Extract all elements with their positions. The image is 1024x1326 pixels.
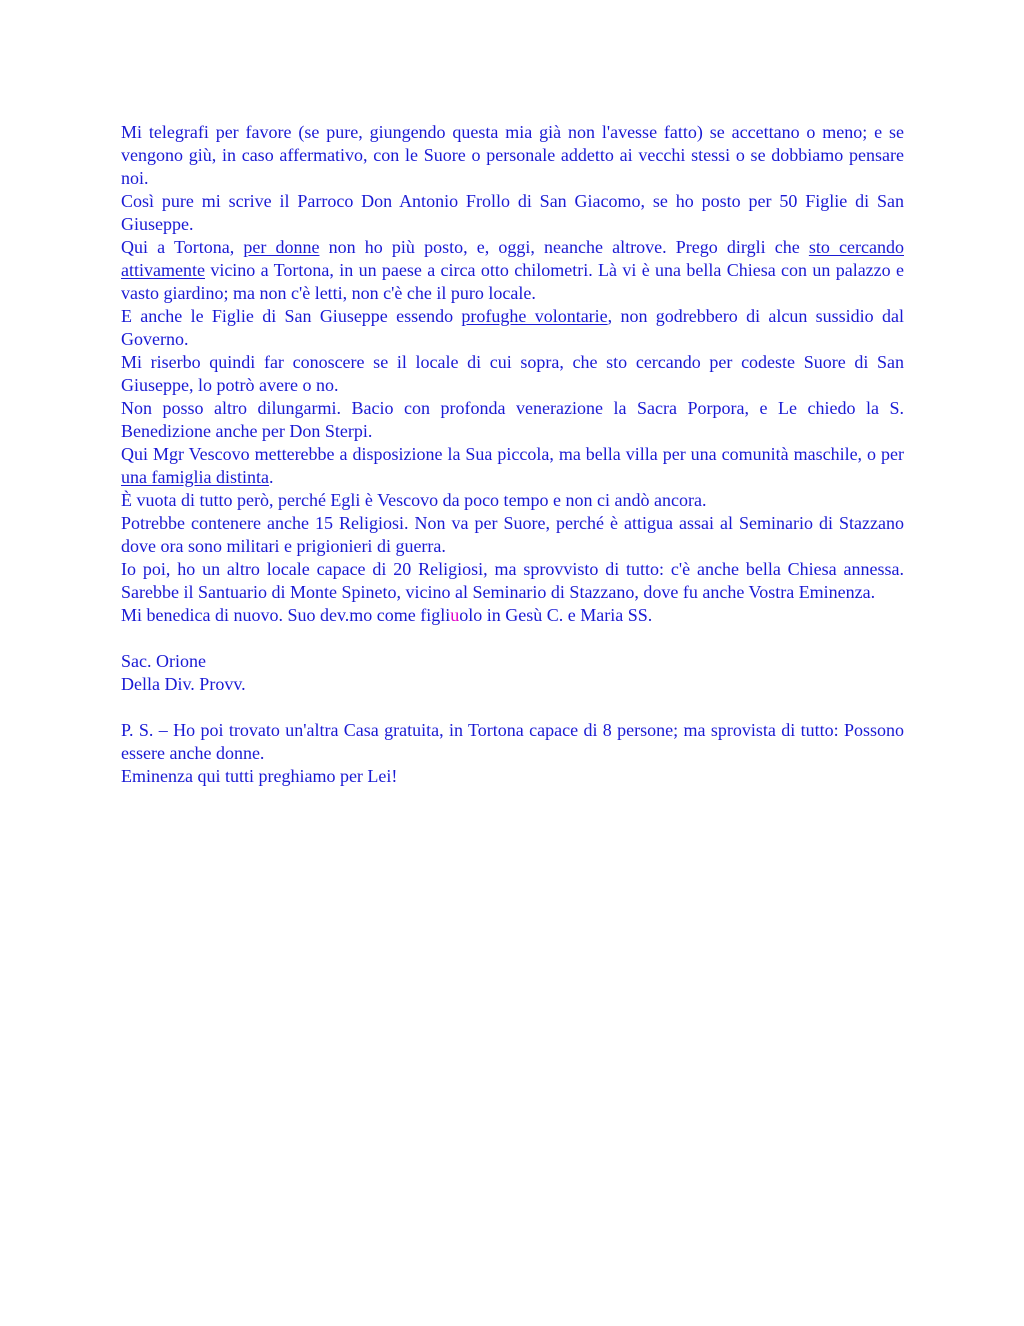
paragraph-religiosi-capacity: Potrebbe contenere anche 15 Religiosi. Non va per Suore, perché è attigua assai al Seminario di Stazzano dove ora sono militari e prigionieri di guerra. <box>121 513 904 556</box>
spacer <box>121 696 904 719</box>
paragraph-reserve-notice: Mi riserbo quindi far conoscere se il locale di cui sopra, che sto cercando per codeste Suore di San Giuseppe, lo potrò avere o no. <box>121 352 904 395</box>
paragraph-villa-empty: È vuota di tutto però, perché Egli è Vescovo da poco tempo e non ci andò ancora. <box>121 490 707 510</box>
underlined-sto-cercando: sto cercando attivamente <box>121 237 904 280</box>
paragraph-figlie-subsidy <box>121 305 904 351</box>
paragraph-tortona-lodging <box>121 236 904 305</box>
postscript-casa-gratuita: P. S. – Ho poi trovato un'altra Casa gratuita, in Tortona capace di 8 persone; ma sprovista di tutto: Possono essere anche donne. <box>121 720 904 763</box>
text-segment: , non godrebbero di alcun sussidio dal Governo. <box>121 306 904 349</box>
text-segment: Mi benedica di nuovo. Suo dev.mo come figli <box>121 605 451 625</box>
underlined-famiglia-distinta: una famiglia distinta <box>121 467 269 487</box>
text-segment: vicino a Tortona, in un paese a circa otto chilometri. Là vi è una bella Chiesa con un palazzo e vasto giardino; ma non c'è letti, non c'è che il puro locale. <box>121 260 904 303</box>
highlighted-letter: u <box>450 605 460 625</box>
signature-name: Sac. Orione <box>121 651 206 671</box>
text-segment: olo in Gesù C. e Maria SS. <box>459 605 653 625</box>
underlined-per-donne: per donne <box>243 237 320 257</box>
paragraph-blessing-request: Non posso altro dilungarmi. Bacio con profonda venerazione la Sacra Porpora, e Le chiedo la S. Benedizione anche per Don Sterpi. <box>121 398 904 441</box>
paragraph-vescovo-villa <box>121 443 904 489</box>
paragraph-closing-blessing <box>121 604 904 627</box>
paragraph-parroco-request: Così pure mi scrive il Parroco Don Antonio Frollo di San Giacomo, se ho posto per 50 Figlie di San Giuseppe. <box>121 191 904 234</box>
postscript-prayer: Eminenza qui tutti preghiamo per Lei! <box>121 766 398 786</box>
underlined-profughe-volontarie: profughe volontarie <box>461 306 608 326</box>
spacer <box>121 627 904 650</box>
paragraph-monte-spineto: Io poi, ho un altro locale capace di 20 Religiosi, ma sprovvisto di tutto: c'è anche bella Chiesa annessa. Sarebbe il Santuario di Monte Spineto, vicino al Seminario di Stazzano, dove fu anche Vostra Eminenza. <box>121 559 904 602</box>
text-segment: Qui a Tortona, <box>121 237 244 257</box>
text-segment: non ho più posto, e, oggi, neanche altrove. Prego dirgli che <box>319 237 809 257</box>
signature-congregation: Della Div. Provv. <box>121 674 246 694</box>
letter-body <box>121 121 904 788</box>
text-segment: . <box>268 467 274 487</box>
text-segment: Qui Mgr Vescovo metterebbe a disposizione la Sua piccola, ma bella villa per una comunità maschile, o per <box>121 444 904 464</box>
paragraph-telegram-request: Mi telegrafi per favore (se pure, giungendo questa mia già non l'avesse fatto) se accettano o meno; e se vengono giù, in caso affermativo, con le Suore o personale addetto ai vecchi stessi o se dobbiamo pensare noi. <box>121 122 904 188</box>
text-segment: E anche le Figlie di San Giuseppe essendo <box>121 306 462 326</box>
